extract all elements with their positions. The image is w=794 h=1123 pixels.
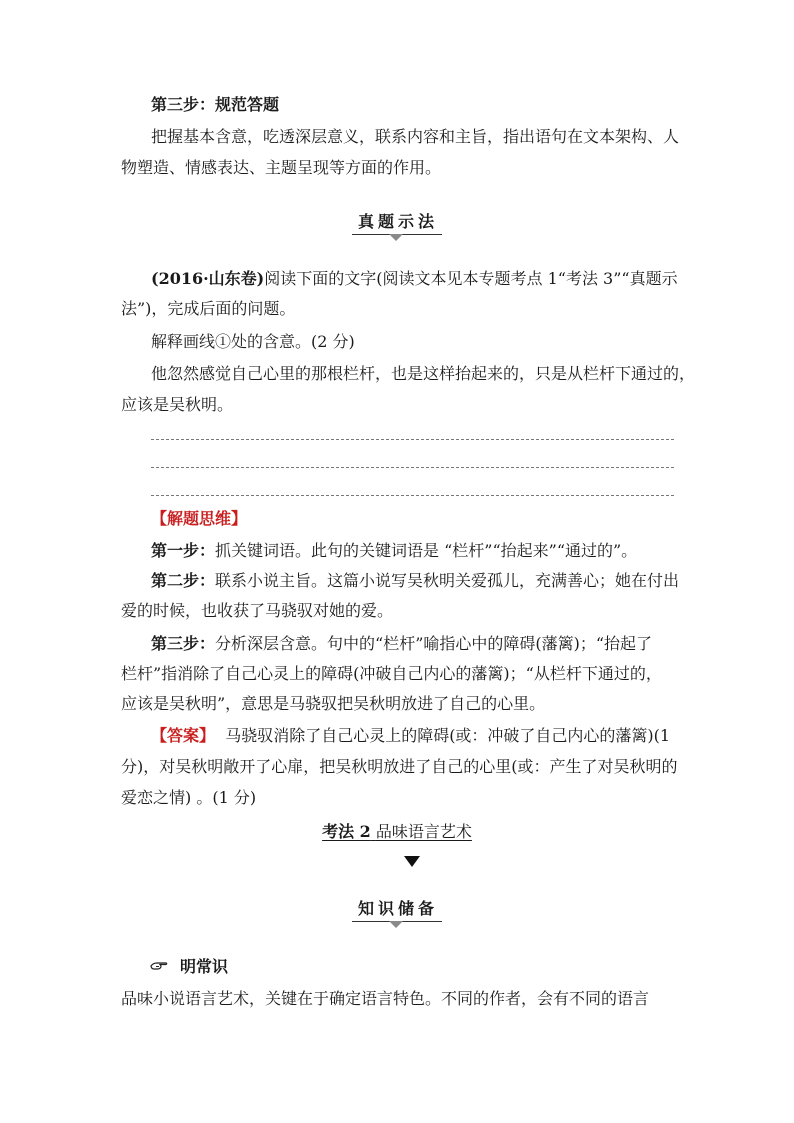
method2-number: 考法 2 bbox=[322, 822, 371, 841]
section-heading-knowledge bbox=[0, 899, 794, 922]
step3-body-line-1: 把握基本含意，吃透深层意义，联系内容和主旨，指出语句在文本架构、人 bbox=[151, 127, 680, 146]
section-marker-triangle-icon bbox=[389, 921, 403, 928]
thinking-step3-text: 分析深层含意。句中的“栏杆”喻指心中的障碍(藩篱)；“抬起了 bbox=[215, 634, 653, 653]
step3-body-line-2: 物塑造、情感表达、主题呈现等方面的作用。 bbox=[121, 158, 442, 177]
thinking-label: 【解题思维】 bbox=[151, 509, 248, 528]
section-marker-triangle-icon bbox=[389, 234, 403, 241]
section-title-knowledge: 知识储备 bbox=[352, 899, 442, 922]
answer-line-3: 爱恋之情) 。(1 分) bbox=[121, 788, 257, 807]
answer-line-2: 分)，对吴秋明敞开了心扉，把吴秋明放进了自己的心里(或：产生了对吴秋明的 bbox=[121, 757, 678, 776]
answer-blank-line bbox=[151, 467, 674, 468]
section-heading-real bbox=[0, 212, 794, 235]
question-prompt: 解释画线①处的含意。(2 分) bbox=[151, 332, 355, 351]
step3-heading: 第三步：规范答题 bbox=[151, 95, 280, 114]
thinking-step2-label: 第二步： bbox=[151, 571, 216, 590]
thinking-step2 bbox=[151, 570, 680, 592]
question-source: (2016·山东卷) bbox=[151, 269, 265, 288]
question-intro-text: 阅读下面的文字(阅读文本见本专题考点 1“考法 3”“真题示 bbox=[264, 269, 678, 288]
thinking-step2-text: 联系小说主旨。这篇小说写吴秋明关爱孤儿，充满善心；她在付出 bbox=[215, 571, 680, 590]
common-sense-text: 品味小说语言艺术，关键在于确定语言特色。不同的作者，会有不同的语言 bbox=[121, 989, 650, 1008]
question-intro-line-2: 法”)，完成后面的问题。 bbox=[121, 299, 296, 318]
answer-text-1: 马骁驭消除了自己心灵上的障碍(或：冲破了自己内心的藩篱)(1 bbox=[215, 726, 671, 745]
method2-title: 品味语言艺术 bbox=[375, 822, 472, 841]
question-intro-line-1 bbox=[151, 268, 676, 290]
thinking-step1-text: 抓关键词语。此句的关键词语是 “栏杆”“抬起来”“通过的”。 bbox=[215, 541, 638, 560]
thinking-step3-line-3: 应该是吴秋明”，意思是马骁驭把吴秋明放进了自己的心里。 bbox=[121, 694, 546, 713]
thinking-step1-label: 第一步： bbox=[151, 541, 216, 560]
thinking-step3 bbox=[151, 633, 676, 655]
question-quote-line-2: 应该是吴秋明。 bbox=[121, 395, 234, 414]
thinking-step3-label: 第三步： bbox=[151, 634, 216, 653]
pointing-hand-icon-glyph bbox=[150, 960, 168, 972]
answer-label: 【答案】 bbox=[151, 726, 216, 745]
answer-blank-line bbox=[151, 495, 674, 496]
answer-blank-line bbox=[151, 439, 674, 440]
section-title-real: 真题示法 bbox=[352, 212, 442, 235]
question-quote-line-1: 他忽然感觉自己心里的那根栏杆，也是这样抬起来的，只是从栏杆下通过的， bbox=[151, 364, 696, 383]
answer-line-1 bbox=[151, 725, 676, 747]
method2-heading bbox=[0, 819, 794, 842]
thinking-step3-line-2: 栏杆”指消除了自己心灵上的障碍(冲破自己内心的藩篱)；“从栏杆下通过的， bbox=[121, 664, 662, 683]
thinking-step1 bbox=[151, 540, 676, 562]
pointing-hand-icon bbox=[150, 957, 168, 977]
thinking-step2-line-2: 爱的时候，也收获了马骁驭对她的爱。 bbox=[121, 601, 394, 620]
common-sense-label: 明常识 bbox=[180, 957, 229, 976]
method2-title-line bbox=[322, 819, 472, 842]
down-triangle-icon bbox=[404, 856, 420, 867]
